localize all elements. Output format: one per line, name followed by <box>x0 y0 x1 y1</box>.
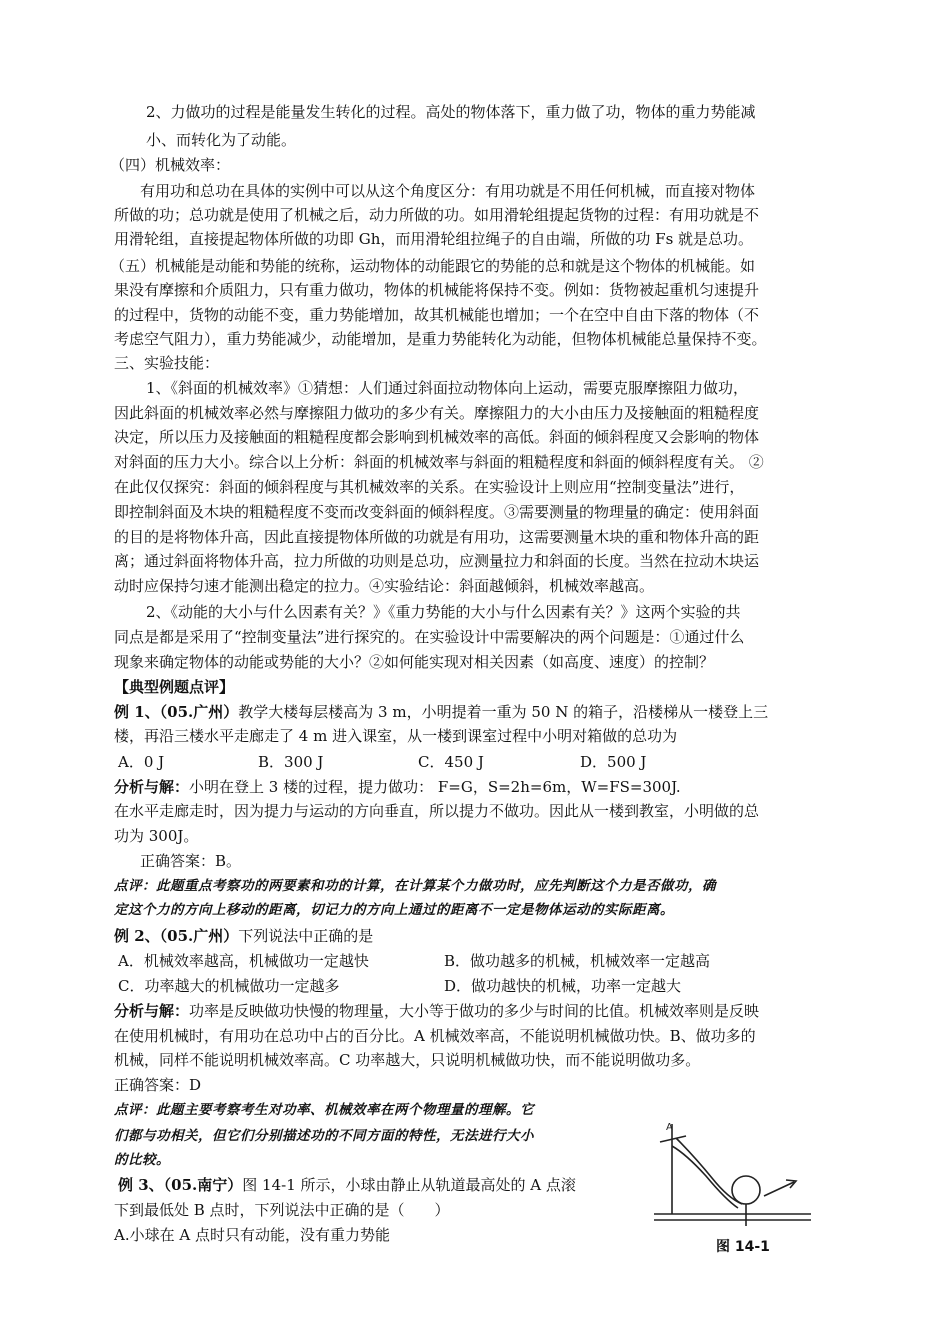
section-heading: 三、实验技能： <box>114 354 220 372</box>
question-text: 教学大楼每层楼高为 3 m，小明提着一重为 50 N 的箱子，沿楼梯从一楼登上三 <box>238 703 769 721</box>
text-line: 下到最低处 B 点时，下列说法中正确的是（ ） <box>114 1201 450 1219</box>
track-curve <box>672 1146 738 1208</box>
question-text: 下列说法中正确的是 <box>238 927 374 945</box>
comment-text: 此题重点考察功的两要素和功的计算，在计算某个力做功时，应先判断这个力是否做功，确 <box>156 878 716 894</box>
text-line: 1、《斜面的机械效率》①猜想：人们通过斜面拉动物体向上运动，需要克服摩擦阻力做功， <box>146 379 749 397</box>
example-3-question <box>118 1175 576 1195</box>
analysis <box>114 777 681 797</box>
text-line: 动时应保持匀速才能测出稳定的拉力。④实验结论：斜面越倾斜，机械效率越高。 <box>114 577 655 595</box>
comment-text: 的比较。 <box>114 1152 170 1168</box>
option-a: A．0 J <box>118 753 165 771</box>
option-a: A．机械效率越高，机械做功一定越快 <box>118 952 369 970</box>
text-line: 决定，所以压力及接触面的粗糙程度都会影响到机械效率的高低。斜面的倾斜程度又会影响的物体 <box>114 428 760 446</box>
answer: 正确答案：D <box>114 1076 202 1094</box>
question-text: 图 14-1 所示，小球由静止从轨道最高处的 A 点滚 <box>242 1176 576 1194</box>
example-label: 例 2、（05.广州） <box>114 927 239 945</box>
figure-caption: 图 14-1 <box>716 1239 770 1255</box>
example-1-question <box>114 702 768 722</box>
text-line: 2、力做功的过程是能量发生转化的过程。高处的物体落下，重力做了功，物体的重力势能减 <box>146 103 756 121</box>
text-line: 在使用机械时，有用功在总功中占的百分比。A 机械效率高，不能说明机械做功快。B、做功多的 <box>114 1027 756 1045</box>
comment-text: 此题主要考察考生对功率、机械效率在两个物理量的理解。它 <box>156 1102 534 1118</box>
example-label: 例 1、（05.广州） <box>114 703 239 721</box>
svg-text:A: A <box>666 1122 673 1133</box>
text-line: 有用功和总功在具体的实例中可以从这个角度区分：有用功就是不用任何机械，而直接对物体 <box>140 182 756 200</box>
analysis-text: 小明在登上 3 楼的过程，提力做功： F=G，S=2h=6m，W=FS=300J. <box>189 778 681 796</box>
text-line: 对斜面的压力大小。综合以上分析：斜面的机械效率与斜面的粗糙程度和斜面的倾斜程度有关。 ② <box>114 453 764 471</box>
comment-label: 点评： <box>114 878 156 894</box>
example-label: 例 3、（05.南宁） <box>118 1176 243 1194</box>
text-line: 在水平走廊走时，因为提力与运动的方向垂直，所以提力不做功。因此从一楼到教室，小明做的总 <box>114 802 760 820</box>
section-heading: （四）机械效率： <box>110 156 231 174</box>
analysis-text: 功率是反映做功快慢的物理量，大小等于做功的多少与时间的比值。机械效率则是反映 <box>189 1002 760 1020</box>
option-b: B．做功越多的机械，机械效率一定越高 <box>444 952 711 970</box>
text-line: 因此斜面的机械效率必然与摩擦阻力做功的多少有关。摩擦阻力的大小由压力及接触面的粗糙程度 <box>114 404 760 422</box>
text-line: 在此仅仅探究：斜面的倾斜程度与其机械效率的关系。在实验设计上则应用“控制变量法”进行， <box>114 478 745 496</box>
arrow-shaft <box>764 1182 794 1196</box>
text-line: 考虑空气阻力），重力势能减少，动能增加，是重力势能转化为动能，但物体机械能总量保持不变。 <box>114 330 767 348</box>
text-line: 机械，同样不能说明机械效率高。C 功率越大，只说明机械做功快，而不能说明做功多。 <box>114 1051 701 1069</box>
top-bar <box>660 1136 686 1142</box>
option-c: C．功率越大的机械做功一定越多 <box>118 977 340 995</box>
text-line: 的过程中，货物的动能不变，重力势能增加，故其机械能也增加；一个在空中自由下落的物体（不 <box>114 306 760 324</box>
text-line: 的目的是将物体升高，因此直接提物体所做的功就是有用功，这需要测量木块的重和物体升高的距 <box>114 528 760 546</box>
option-d: D．500 J <box>580 753 647 771</box>
comment-text: 们都与功相关，但它们分别描述功的不同方面的特性，无法进行大小 <box>114 1128 534 1144</box>
text-line: 现象来确定物体的动能或势能的大小？②如何能实现对相关因素（如高度、速度）的控制？ <box>114 653 715 671</box>
text-line: 离；通过斜面将物体升高，拉力所做的功则是总功，应测量拉力和斜面的长度。当然在拉动木块运 <box>114 552 760 570</box>
text-line: 果没有摩擦和介质阻力，只有重力做功，物体的机械能将保持不变。例如：货物被起重机匀速提升 <box>114 281 760 299</box>
answer: 正确答案：B。 <box>140 852 242 870</box>
text-line: 功为 300J。 <box>114 827 199 845</box>
option-d: D．做功越快的机械，功率一定越大 <box>444 977 682 995</box>
track-ball-figure <box>646 1118 826 1250</box>
analysis-label: 分析与解： <box>114 1002 190 1020</box>
option-c: C．450 J <box>418 753 484 771</box>
comment-label: 点评： <box>114 1102 156 1118</box>
section-heading: 【典型例题点评】 <box>114 678 235 696</box>
text-line: 即控制斜面及木块的粗糙程度不变而改变斜面的倾斜程度。③需要测量的物理量的确定：使用斜面 <box>114 503 760 521</box>
option-a: A.小球在 A 点时只有动能，没有重力势能 <box>114 1226 390 1244</box>
option-b: B．300 J <box>258 753 324 771</box>
ball <box>732 1176 760 1204</box>
comment <box>114 876 716 896</box>
analysis <box>114 1001 759 1021</box>
comment <box>114 1100 534 1120</box>
text-line: 用滑轮组，直接提起物体所做的功即 Gh，而用滑轮组拉绳子的自由端，所做的功 Fs 就是总功。 <box>114 230 754 248</box>
text-line: 楼，再沿三楼水平走廊走了 4 m 进入课室，从一楼到课室过程中小明对箱做的总功为 <box>114 727 678 745</box>
comment-text: 定这个力的方向上移动的距离，切记力的方向上通过的距离不一定是物体运动的实际距离。 <box>114 902 674 918</box>
text-line: 2、《动能的大小与什么因素有关？》《重力势能的大小与什么因素有关？》这两个实验的共 <box>146 603 741 621</box>
text-line: 所做的功；总功就是使用了机械之后，动力所做的功。如用滑轮组提起货物的过程：有用功就是不 <box>114 206 760 224</box>
text-line: （五）机械能是动能和势能的统称，运动物体的动能跟它的势能的总和就是这个物体的机械能。如 <box>110 257 756 275</box>
analysis-label: 分析与解： <box>114 778 190 796</box>
text-line: 小、而转化为了动能。 <box>146 131 297 149</box>
example-2-question <box>114 926 373 946</box>
text-line: 同点是都是采用了“控制变量法”进行探究的。在实验设计中需要解决的两个问题是：①通过什么 <box>114 628 745 646</box>
